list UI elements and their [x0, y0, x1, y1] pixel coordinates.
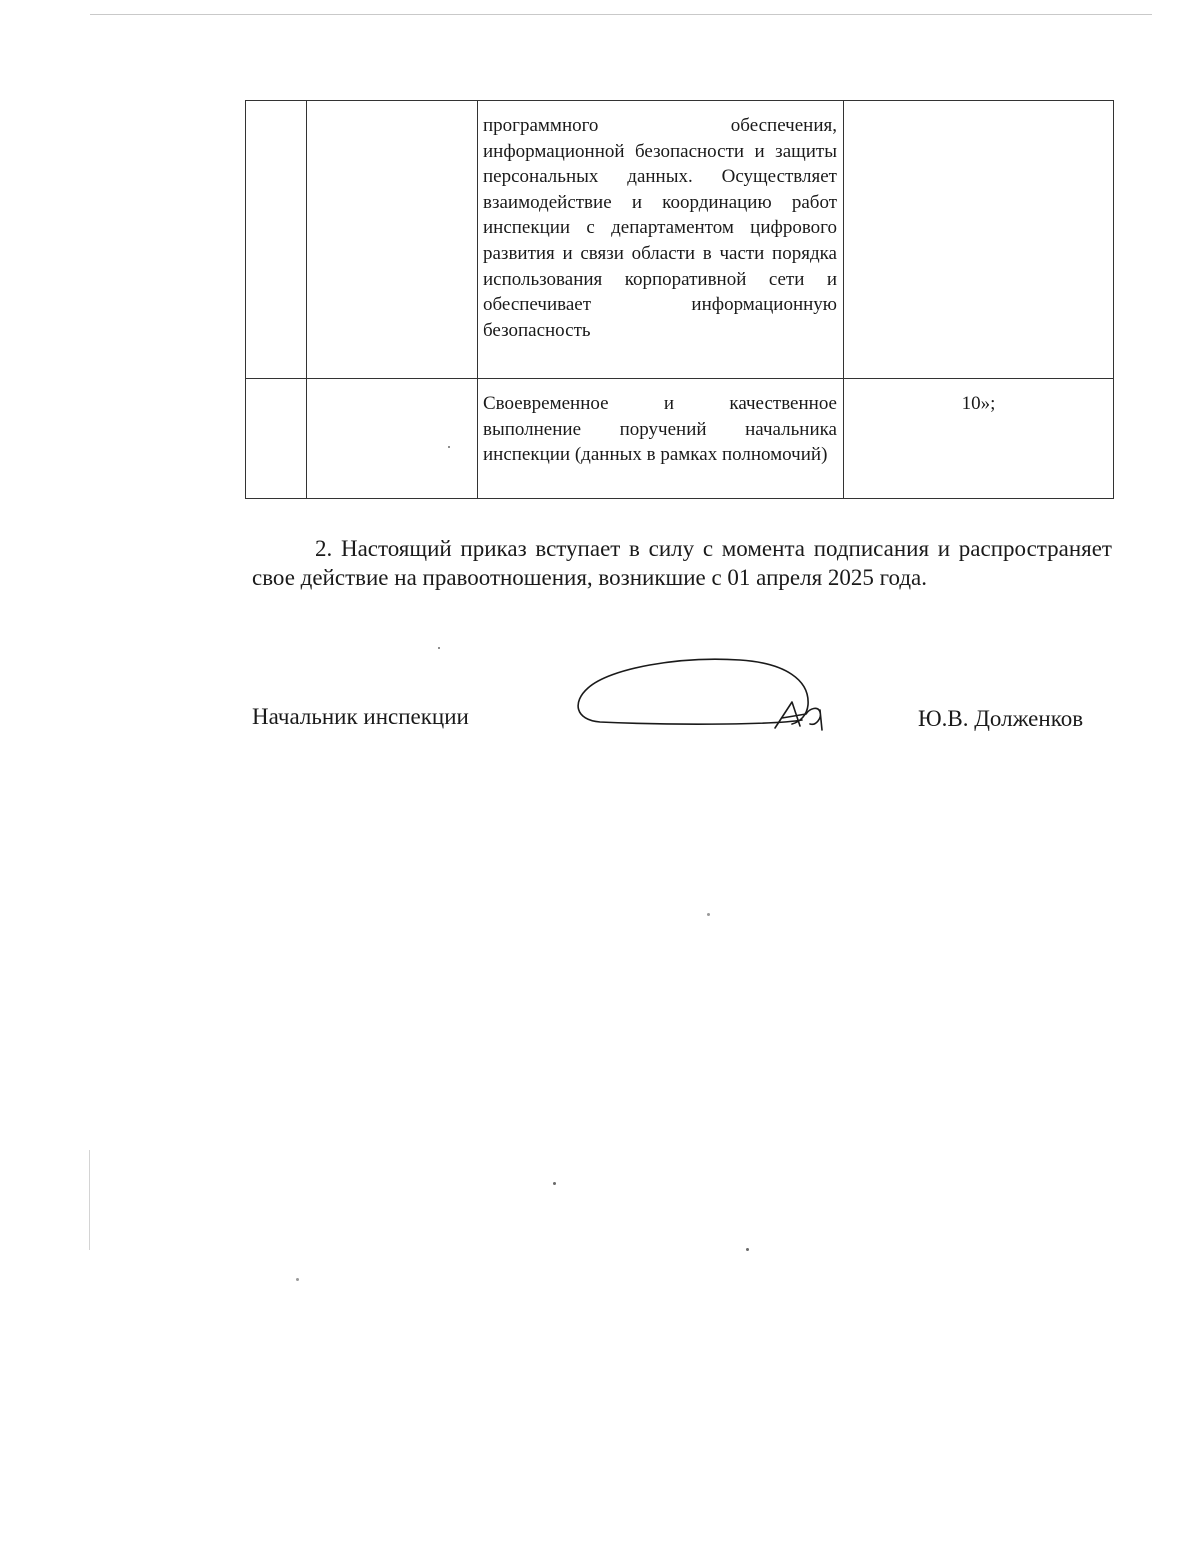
signatory-name: Ю.В. Долженков — [918, 706, 1084, 731]
score-text — [844, 101, 1113, 113]
table-cell-score — [844, 101, 1114, 379]
scan-speck — [438, 647, 440, 649]
signatory-title: Начальник инспекции — [252, 704, 469, 729]
scan-speck — [707, 913, 710, 916]
table-cell-position — [307, 101, 478, 379]
score-text: 10»; — [961, 393, 996, 414]
duties-table — [245, 100, 1114, 499]
table-cell-duty — [478, 379, 844, 499]
handwritten-signature — [570, 650, 835, 745]
table-row — [246, 379, 1114, 499]
table-cell-duty — [478, 101, 844, 379]
scan-edge-line — [90, 14, 1152, 15]
scan-speck — [448, 446, 450, 448]
table-cell-score — [844, 379, 1114, 499]
table-cell-position — [307, 379, 478, 499]
order-clause: 2. Настоящий приказ вступает в силу с момента подписания и распространяет свое действие на правоотношения, возникшие с 01 апреля 2025 года. — [252, 536, 1112, 590]
duty-text: программного обеспечения, информационной безопасности и защиты персональных данных. Осуществляет взаимодействие и координацию работ инспекции с департаментом цифрового развития и связи области в части порядка использования корпоративной сети и обеспечивает информационную безопасность — [483, 115, 837, 341]
table-cell-number — [246, 379, 307, 499]
scan-speck — [296, 1278, 299, 1281]
table-row — [246, 101, 1114, 379]
table-cell-number — [246, 101, 307, 379]
scan-margin-mark — [89, 1150, 90, 1250]
scan-speck — [553, 1182, 556, 1185]
scan-speck — [746, 1248, 749, 1251]
duty-text: Своевременное и качественное выполнение поручений начальника инспекции (данных в рамках полномочий) — [483, 393, 837, 466]
